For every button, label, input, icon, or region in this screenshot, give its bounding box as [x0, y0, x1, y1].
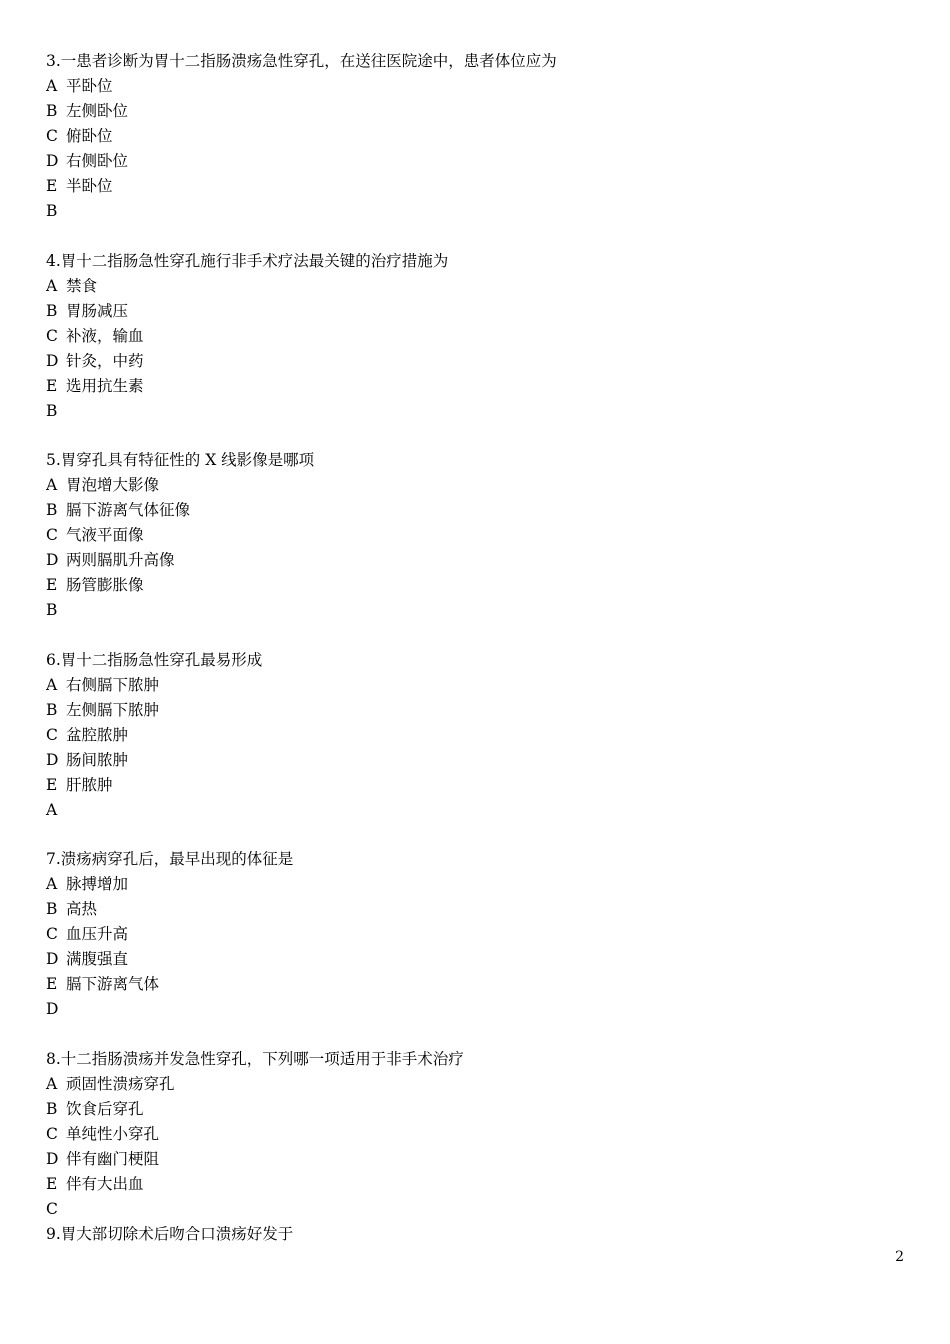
question-block: [46, 49, 906, 224]
answer-option: [46, 349, 906, 374]
option-letter: E: [46, 1174, 58, 1193]
answer-option: [46, 99, 906, 124]
answer-option: [46, 723, 906, 748]
question-block: [46, 448, 906, 623]
option-letter: E: [46, 775, 58, 794]
option-letter: C: [46, 1124, 58, 1143]
option-letter: E: [46, 177, 58, 195]
option-text: 脉搏增加: [66, 875, 129, 894]
question-list: [46, 49, 906, 1247]
answer-option: [46, 1122, 906, 1147]
question-block: [46, 648, 906, 823]
option-letter: C: [46, 526, 58, 545]
answer-option: [46, 897, 906, 922]
option-letter: D: [46, 551, 59, 570]
answer-option: [46, 174, 906, 199]
page-number: 2: [895, 1249, 904, 1265]
option-text: 满腹强直: [66, 950, 129, 969]
option-letter: A: [46, 276, 58, 295]
answer-option: [46, 872, 906, 897]
option-letter: B: [46, 102, 58, 120]
answer-key: D: [46, 1000, 59, 1019]
answer-option: [46, 1072, 906, 1097]
question-stem: 6.胃十二指肠急性穿孔最易形成: [46, 650, 263, 669]
option-letter: D: [46, 950, 59, 969]
answer-option: [46, 947, 906, 972]
option-text: 半卧位: [66, 177, 113, 195]
blank-line: [46, 424, 906, 449]
option-letter: D: [46, 750, 59, 769]
option-letter: C: [46, 725, 58, 744]
answer-option: [46, 748, 906, 773]
answer-option: [46, 74, 906, 99]
answer-option: [46, 274, 906, 299]
option-text: 右侧卧位: [66, 152, 129, 170]
option-text: 高热: [66, 900, 98, 919]
option-letter: B: [46, 301, 58, 320]
answer-key: C: [46, 1199, 58, 1218]
option-text: 两则膈肌升高像: [66, 551, 175, 570]
option-text: 气液平面像: [66, 526, 144, 545]
question-stem: 8.十二指肠溃疡并发急性穿孔，下列哪一项适用于非手术治疗: [46, 1049, 464, 1068]
option-letter: A: [46, 77, 58, 95]
question-stem: 3.一患者诊断为胃十二指肠溃疡急性穿孔，在送往医院途中，患者体位应为: [46, 52, 557, 70]
answer-key: B: [46, 401, 58, 420]
option-text: 平卧位: [66, 77, 113, 95]
option-letter: D: [46, 1149, 59, 1168]
answer-option: [46, 523, 906, 548]
blank-line: [46, 823, 906, 848]
answer-option: [46, 324, 906, 349]
answer-option: [46, 374, 906, 399]
answer-option: [46, 299, 906, 324]
option-letter: A: [46, 476, 58, 495]
option-letter: A: [46, 875, 58, 894]
option-text: 左侧卧位: [66, 102, 129, 120]
question-block: [46, 1047, 906, 1222]
answer-option: [46, 972, 906, 997]
option-text: 膈下游离气体: [66, 975, 160, 994]
option-letter: C: [46, 925, 58, 944]
question-stem: 9.胃大部切除术后吻合口溃疡好发于: [46, 1224, 294, 1243]
option-text: 顽固性溃疡穿孔: [66, 1074, 175, 1093]
answer-option: [46, 922, 906, 947]
option-text: 单纯性小穿孔: [66, 1124, 160, 1143]
option-text: 针灸，中药: [66, 351, 144, 370]
option-text: 肝脓肿: [66, 775, 113, 794]
option-letter: A: [46, 1074, 58, 1093]
question-stem: 5.胃穿孔具有特征性的 X 线影像是哪项: [46, 451, 315, 470]
answer-option: [46, 698, 906, 723]
option-letter: E: [46, 376, 58, 395]
question-block: [46, 249, 906, 424]
answer-option: [46, 1097, 906, 1122]
answer-option: [46, 548, 906, 573]
option-letter: D: [46, 152, 59, 170]
option-text: 肠间脓肿: [66, 750, 129, 769]
option-letter: C: [46, 127, 58, 145]
answer-option: [46, 1147, 906, 1172]
option-letter: E: [46, 975, 58, 994]
blank-line: [46, 224, 906, 249]
option-text: 膈下游离气体征像: [66, 501, 191, 520]
option-text: 盆腔脓肿: [66, 725, 129, 744]
answer-key: B: [46, 601, 58, 620]
option-text: 禁食: [66, 276, 98, 295]
option-text: 左侧膈下脓肿: [66, 700, 160, 719]
answer-option: [46, 673, 906, 698]
question-stem: 4.胃十二指肠急性穿孔施行非手术疗法最关键的治疗措施为: [46, 251, 449, 270]
option-letter: E: [46, 576, 58, 595]
question-stem: 7.溃疡病穿孔后，最早出现的体征是: [46, 850, 294, 869]
option-letter: B: [46, 700, 58, 719]
option-letter: B: [46, 501, 58, 520]
option-text: 饮食后穿孔: [66, 1099, 144, 1118]
option-letter: C: [46, 326, 58, 345]
option-text: 胃泡增大影像: [66, 476, 160, 495]
blank-line: [46, 1022, 906, 1047]
blank-line: [46, 623, 906, 648]
answer-option: [46, 1172, 906, 1197]
option-text: 选用抗生素: [66, 376, 144, 395]
option-letter: A: [46, 675, 58, 694]
answer-option: [46, 473, 906, 498]
option-text: 伴有幽门梗阻: [66, 1149, 160, 1168]
answer-key: B: [46, 202, 58, 220]
option-text: 伴有大出血: [66, 1174, 144, 1193]
answer-option: [46, 573, 906, 598]
answer-option: [46, 498, 906, 523]
question-block: [46, 847, 906, 1022]
option-text: 俯卧位: [66, 127, 113, 145]
option-text: 右侧膈下脓肿: [66, 675, 160, 694]
option-text: 肠管膨胀像: [66, 576, 144, 595]
answer-key: A: [46, 800, 58, 819]
option-letter: B: [46, 900, 58, 919]
option-letter: B: [46, 1099, 58, 1118]
answer-option: [46, 124, 906, 149]
answer-option: [46, 773, 906, 798]
option-letter: D: [46, 351, 59, 370]
option-text: 胃肠减压: [66, 301, 129, 320]
answer-option: [46, 149, 906, 174]
option-text: 血压升高: [66, 925, 129, 944]
option-text: 补液，输血: [66, 326, 144, 345]
